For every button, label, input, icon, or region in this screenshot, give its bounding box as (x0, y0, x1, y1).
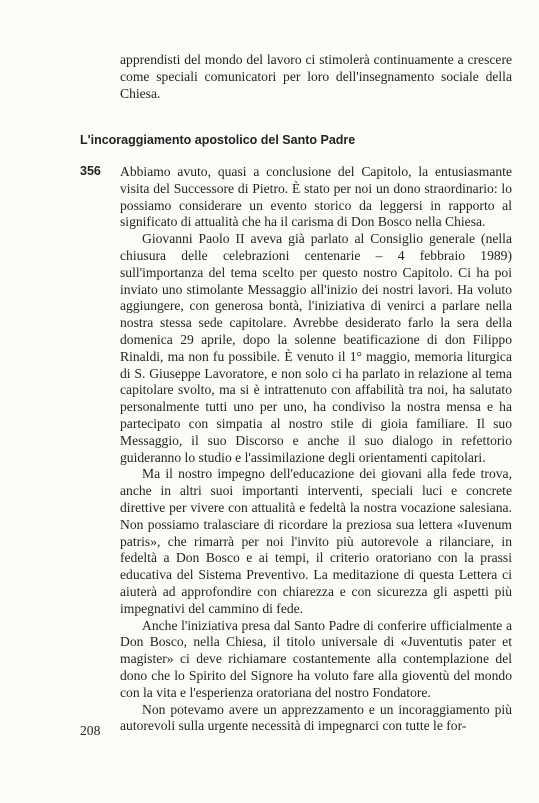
section-heading: L'incoraggiamento apostolico del Santo Padre (80, 133, 356, 147)
intro-paragraph: apprendisti del mondo del lavoro ci stimolerà continuamente a crescere come speciali comunicatori per loro dell'insegnamento sociale della Chiesa. (120, 52, 512, 101)
body-paragraph-1: Abbiamo avuto, quasi a conclusione del Capitolo, la entusiasmante visita del Successore di Pietro. È stato per noi un dono straordinario: lo possiamo considerare un evento storico da leggersi in rapporto al significato di attualità che ha il carisma di Don Bosco nella Chiesa. (120, 164, 512, 230)
body-paragraph-5: Non potevamo avere un apprezzamento e un incoraggiamento più autorevoli sulla urgente necessità di impegnarci con tutte le for- (120, 701, 512, 734)
intro-text-block (120, 52, 512, 102)
body-paragraph-4: Anche l'iniziativa presa dal Santo Padre di conferire ufficialmente a Don Bosco, nella Chiesa, il titolo universale di «Juventutis pater et magister» ci deve richiamare costantemente alla contemplazione del dono che lo Spirito del Signore ha voluto fare alla gioventù del mondo con la vita e l'esperienza oratoriana del nostro Fondatore. (120, 617, 512, 700)
main-text-block (120, 164, 512, 735)
paragraph-number: 356 (80, 164, 101, 178)
body-paragraph-3: Ma il nostro impegno dell'educazione dei giovani alla fede trova, anche in altri suoi importanti interventi, speciali luci e concrete direttive per vivere con attualità e fedeltà la nostra vocazione salesiana. Non possiamo tralasciare di ricordare la preziosa sua lettera «Iuvenum patris», che rimarrà per noi l'invito più autorevole a rilanciare, in fedeltà a Don Bosco e ai tempi, il criterio oratoriano con la prassi educativa del Sistema Preventivo. La meditazione di questa Lettera ci aiuterà ad approfondire con chiarezza e con sicurezza gli aspetti più impegnativi del cammino di fede. (120, 466, 512, 616)
body-paragraph-2: Giovanni Paolo II aveva già parlato al Consiglio generale (nella chiusura delle celebrazioni centenarie – 4 febbraio 1989) sull'importanza del tema scelto per questo nostro Capitolo. Ci ha poi inviato uno stimolante Messaggio all'inizio dei nostri lavori. Ha voluto aggiungere, con generosa bontà, l'iniziativa di venirci a parlare nella nostra stessa sede capitolare. Avrebbe desiderato farlo la sera della domenica 29 aprile, dopo la solenne beatificazione di don Filippo Rinaldi, ma non fu possibile. È venuto il 1° maggio, memoria liturgica di S. Giuseppe Lavoratore, e non solo ci ha parlato in relazione al tema capitolare svolto, ma si è intrattenuto con affabilità tra noi, ha salutato personalmente tutti uno per uno, ha condiviso la nostra mensa e ha partecipato con simpatia al nostro stile di gioia familiare. Il suo Messaggio, il suo Discorso e anche il suo dialogo in refettorio guideranno lo studio e l'assimilazione degli orientamenti capitolari. (120, 231, 512, 465)
page-number: 208 (80, 723, 101, 738)
